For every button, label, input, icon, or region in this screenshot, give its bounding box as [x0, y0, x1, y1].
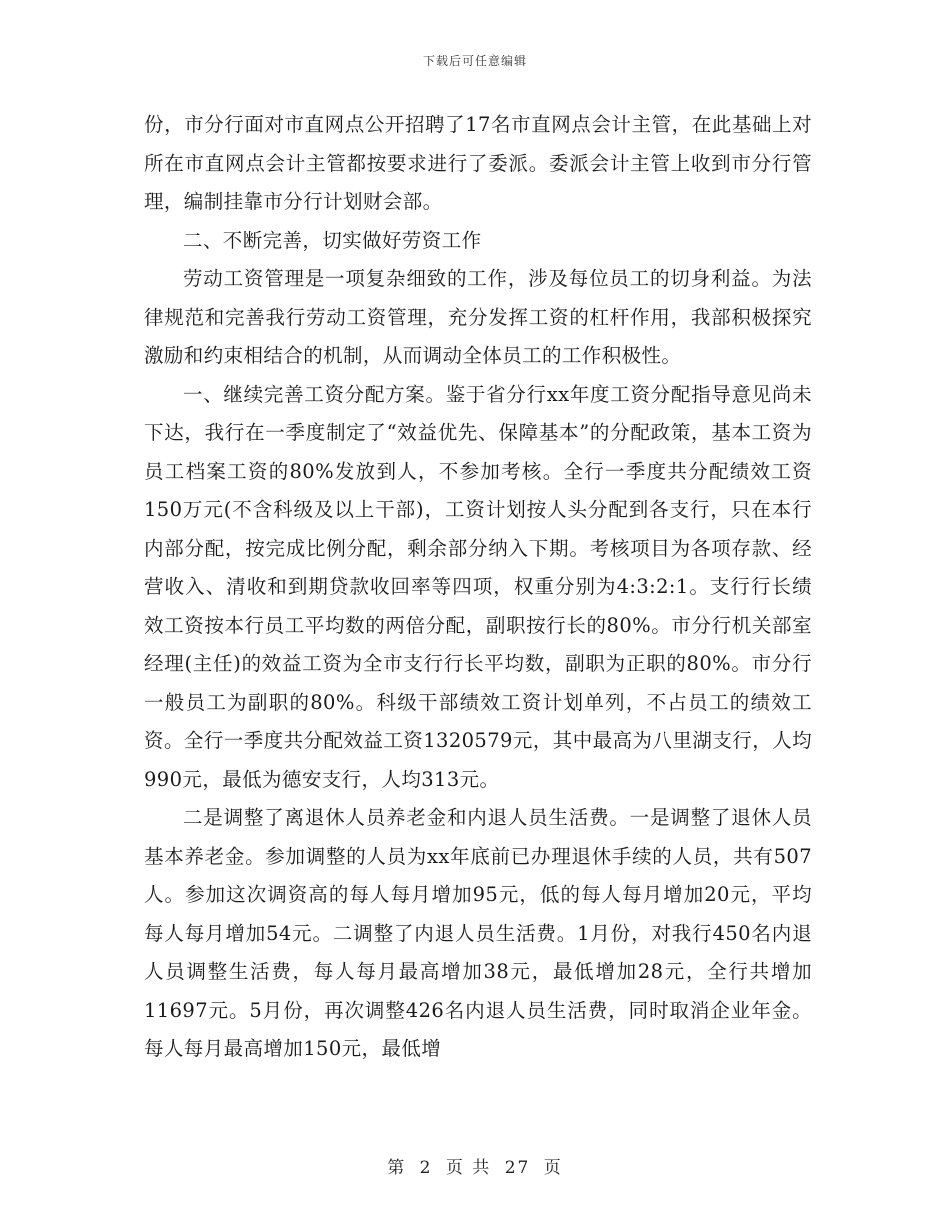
page-footer — [0, 1153, 950, 1178]
paragraph-2: 劳动工资管理是一项复杂细致的工作，涉及每位员工的切身利益。为法律规范和完善我行劳动工资管理，充分发挥工资的杠杆作用，我部积极探究激励和约束相结合的机制，从而调动全体员工的工作积极性。 — [144, 267, 812, 367]
paragraph-3: 一、继续完善工资分配方案。鉴于省分行xx年度工资分配指导意见尚未下达，我行在一季度制定了“效益优先、保障基本”的分配政策，基本工资为员工档案工资的80%发放到人，不参加考核。全行一季度共分配绩效工资150万元(不含科级及以上干部)，工资计划按人头分配到各支行，只在本行内部分配，按完成比例分配，剩余部分纳入下期。考核项目为各项存款、经营收入、清收和到期贷款收回率等四项，权重分别为4:3:2:1。支行行长绩效工资按本行员工平均数的两倍分配，副职按行长的80%。市分行机关部室经理(主任)的效益工资为全市支行行长平均数，副职为正职的80%。市分行一般员工为副职的80%。科级干部绩效工资计划单列，不占员工的绩效工资。全行一季度共分配效益工资1320579元，其中最高为八里湖支行，人均990元，最低为德安支行，人均313元。 — [144, 382, 812, 791]
paragraph-0: 份，市分行面对市直网点公开招聘了17名市直网点会计主管，在此基础上对所在市直网点会计主管都按要求进行了委派。委派会计主管上收到市分行管理，编制挂靠市分行计划财会部。 — [144, 113, 812, 213]
footer-suffix: 页 — [543, 1158, 563, 1178]
footer-prefix: 第 — [387, 1158, 407, 1178]
footer-total-pages: 27 — [504, 1158, 531, 1178]
page-header: 下载后可任意编辑 — [422, 54, 527, 68]
paragraph-4: 二是调整了离退休人员养老金和内退人员生活费。一是调整了退休人员基本养老金。参加调整的人员为xx年底前已办理退休手续的人员，共有507人。参加这次调资高的每人每月增加95元，低的每人每月增加20元，平均每人每月增加54元。二调整了内退人员生活费。1月份，对我行450名内退人员调整生活费，每人每月最高增加38元，最低增加28元，全行共增加11697元。5月份，再次调整426名内退人员生活费，同时取消企业年金。每人每月最高增加150元，最低增 — [144, 806, 812, 1060]
footer-current-page: 2 — [419, 1158, 433, 1178]
footer-middle: 页 共 — [445, 1158, 492, 1178]
section-heading-2: 二、不断完善，切实做好劳资工作 — [183, 228, 482, 252]
document-body — [144, 106, 812, 1069]
